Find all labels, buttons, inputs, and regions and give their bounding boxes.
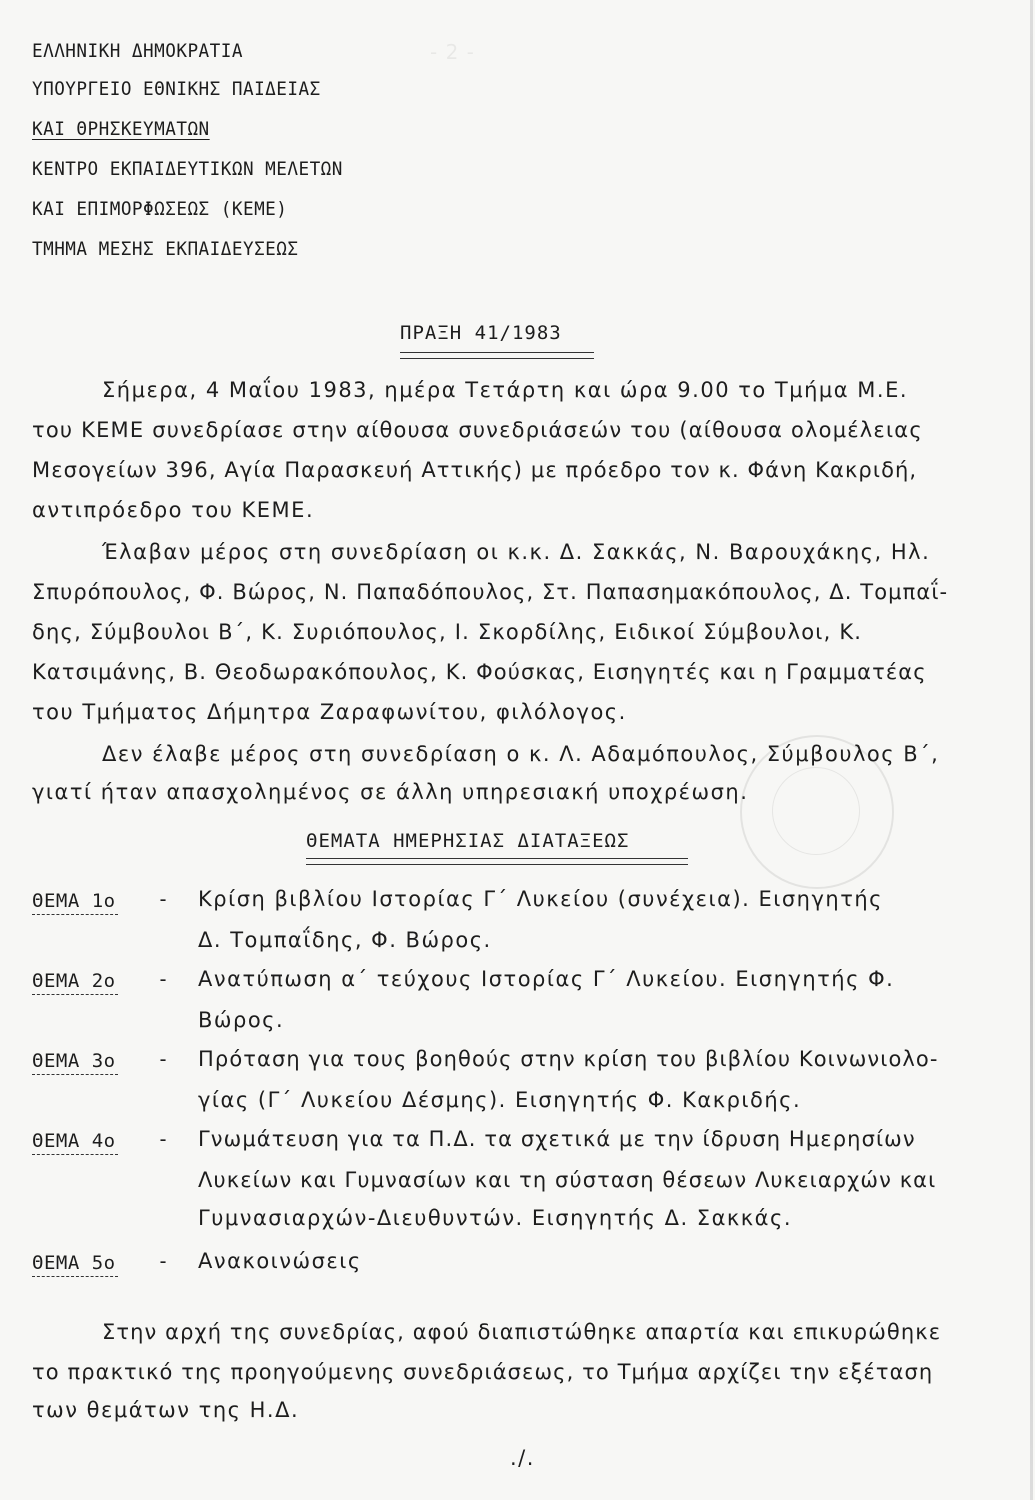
agenda-item-4-underline (32, 1154, 118, 1155)
agenda-item-2-dash: - (157, 967, 170, 991)
participants-line-5: του Τμήματος Δήμητρα Ζαραφωνίτου, φιλόλογος. (32, 700, 627, 724)
agenda-item-5-line-1: Ανακοινώσεις (198, 1249, 362, 1273)
agenda-item-1-label: ΘΕΜΑ 1ο (32, 890, 116, 912)
agenda-item-2-line-2: Βώρος. (198, 1008, 285, 1032)
agenda-item-3-dash: - (157, 1047, 170, 1071)
agenda-item-5-dash: - (157, 1249, 170, 1273)
closing-line-1: Στην αρχή της συνεδρίας, αφού διαπιστώθηκε απαρτία και επικυρώθηκε (102, 1320, 942, 1344)
agenda-item-5-underline (32, 1276, 118, 1277)
agenda-item-5-label: ΘΕΜΑ 5ο (32, 1252, 116, 1274)
agenda-item-4-line-1: Γνωμάτευση για τα Π.Δ. τα σχετικά με την ίδρυση Ημερησίων (198, 1127, 916, 1151)
agenda-item-4-line-3: Γυμνασιαρχών-Διευθυντών. Εισηγητής Δ. Σακκάς. (198, 1206, 793, 1230)
absent-line-2: γιατί ήταν απασχολημένος σε άλλη υπηρεσιακή υποχρέωση. (32, 780, 749, 804)
bleed-through-page-number: - 2 - (430, 40, 475, 64)
participants-line-4: Κατσιμάνης, Β. Θεοδωρακόπουλος, Κ. Φούσκας, Εισηγητές και η Γραμματέας (32, 660, 927, 684)
agenda-item-3-label: ΘΕΜΑ 3ο (32, 1050, 116, 1072)
header-line-4: ΚΕΝΤΡΟ ΕΚΠΑΙΔΕΥΤΙΚΩΝ ΜΕΛΕΤΩΝ (32, 158, 343, 180)
participants-line-3: δης, Σύμβουλοι Β΄, Κ. Συριόπουλος, Ι. Σκορδίλης, Ειδικοί Σύμβουλοι, Κ. (32, 620, 863, 644)
agenda-item-4-label: ΘΕΜΑ 4ο (32, 1130, 116, 1152)
page-edge (1030, 0, 1033, 1500)
agenda-item-1-line-2: Δ. Τομπαΐδης, Φ. Βώρος. (198, 928, 492, 952)
intro-line-1: Σήμερα, 4 Μαΐου 1983, ημέρα Τετάρτη και ώρα 9.00 το Τμήμα Μ.Ε. (102, 378, 909, 402)
closing-line-3: των θεμάτων της Η.Δ. (32, 1398, 300, 1422)
intro-line-3: Μεσογείων 396, Αγία Παρασκευή Αττικής) με πρόεδρο τον κ. Φάνη Κακριδή, (32, 458, 918, 482)
header-line-5: ΚΑΙ ΕΠΙΜΟΡΦΩΣΕΩΣ (ΚΕΜΕ) (32, 198, 288, 220)
agenda-item-3-line-1: Πρόταση για τους βοηθούς στην κρίση του βιβλίου Κοινωνιολο- (198, 1047, 939, 1071)
participants-line-2: Σπυρόπουλος, Φ. Βώρος, Ν. Παπαδόπουλος, Στ. Παπασημακόπουλος, Δ. Τομπαΐ- (32, 580, 949, 604)
intro-line-2: του ΚΕΜΕ συνεδρίασε στην αίθουσα συνεδριάσεών του (αίθουσα ολομέλειας (32, 418, 923, 442)
header-line-2: ΥΠΟΥΡΓΕΙΟ ΕΘΝΙΚΗΣ ΠΑΙΔΕΙΑΣ (32, 78, 321, 100)
agenda-item-4-line-2: Λυκείων και Γυμνασίων και τη σύσταση θέσεων Λυκειαρχών και (198, 1168, 937, 1192)
participants-line-1: Έλαβαν μέρος στη συνεδρίαση οι κ.κ. Δ. Σακκάς, Ν. Βαρουχάκης, Ηλ. (102, 540, 931, 564)
agenda-item-2-underline (32, 994, 118, 995)
header-line-1: ΕΛΛΗΝΙΚΗ ΔΗΜΟΚΡΑΤΙΑ (32, 40, 243, 62)
agenda-item-1-line-1: Κρίση βιβλίου Ιστορίας Γ΄ Λυκείου (συνέχεια). Εισηγητής (198, 887, 884, 911)
header-line-6: ΤΜΗΜΑ ΜΕΣΗΣ ΕΚΠΑΙΔΕΥΣΕΩΣ (32, 238, 299, 260)
document-title: ΠΡΑΞΗ 41/1983 (400, 322, 562, 344)
absent-line-1: Δεν έλαβε μέρος στη συνεδρίαση ο κ. Λ. Αδαμόπουλος, Σύμβουλος Β΄, (102, 742, 940, 766)
agenda-item-2-line-1: Ανατύπωση α΄ τεύχους Ιστορίας Γ΄ Λυκείου. Εισηγητής Φ. (198, 967, 895, 991)
agenda-item-4-dash: - (157, 1127, 170, 1151)
header-line-3: ΚΑΙ ΘΡΗΣΚΕΥΜΑΤΩΝ (32, 118, 210, 140)
agenda-item-3-underline (32, 1074, 118, 1075)
agenda-item-3-line-2: γίας (Γ΄ Λυκείου Δέσμης). Εισηγητής Φ. Κακριδής. (198, 1088, 802, 1112)
agenda-item-1-underline (32, 914, 118, 915)
intro-line-4: αντιπρόεδρο του ΚΕΜΕ. (32, 498, 315, 522)
agenda-title: ΘΕΜΑΤΑ ΗΜΕΡΗΣΙΑΣ ΔΙΑΤΑΞΕΩΣ (306, 830, 630, 852)
closing-line-2: το πρακτικό της προηγούμενης συνεδριάσεως, το Τμήμα αρχίζει την εξέταση (32, 1360, 934, 1384)
agenda-title-double-rule (306, 858, 688, 865)
agenda-item-1-dash: - (157, 887, 170, 911)
title-double-rule (400, 352, 594, 359)
continuation-mark: ./. (510, 1446, 535, 1470)
agenda-item-2-label: ΘΕΜΑ 2ο (32, 970, 116, 992)
